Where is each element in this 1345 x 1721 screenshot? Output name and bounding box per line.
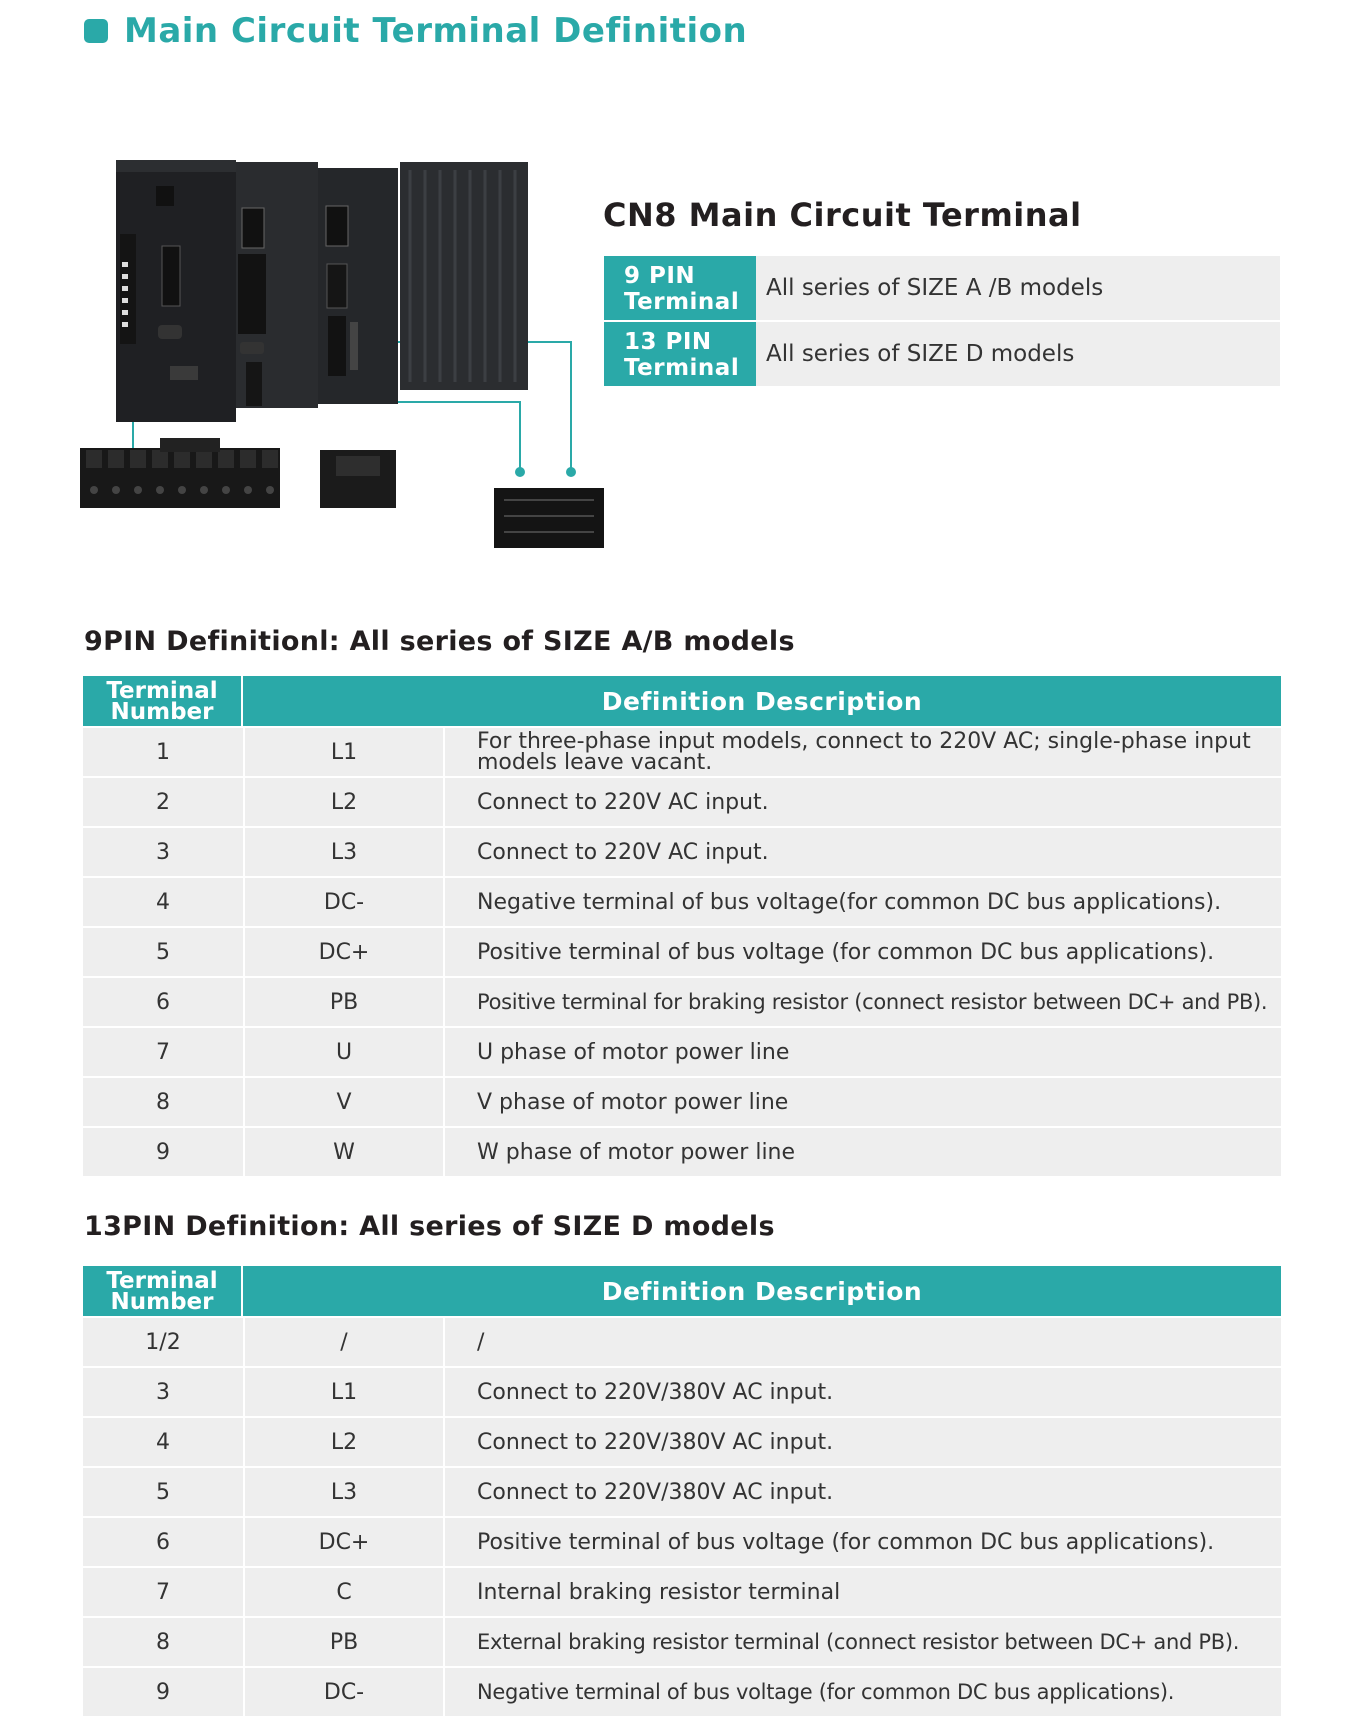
- terminal-number: 9: [83, 1668, 245, 1716]
- pin9-table: [83, 676, 1281, 1176]
- terminal-number: 3: [83, 1368, 245, 1416]
- terminal-symbol: L3: [245, 828, 445, 876]
- table-row: [83, 726, 1281, 776]
- terminal-symbol: DC+: [245, 928, 445, 976]
- pin13-heading: 13PIN Definition: All series of SIZE D models: [84, 1211, 775, 1242]
- terminal-symbol: L3: [245, 1468, 445, 1516]
- title-bullet-icon: [84, 19, 108, 43]
- terminal-description: U phase of motor power line: [477, 1039, 790, 1065]
- terminal-description: W phase of motor power line: [477, 1139, 796, 1165]
- cn8-key: [604, 256, 756, 320]
- cn8-key-line1: 9 PIN: [624, 263, 696, 289]
- terminal-symbol: U: [245, 1028, 445, 1076]
- terminal-description: Negative terminal of bus voltage (for common DC bus applications).: [477, 1679, 1175, 1704]
- terminal-symbol: PB: [245, 978, 445, 1026]
- terminal-symbol: L2: [245, 1418, 445, 1466]
- pin9-heading: 9PIN Definitionl: All series of SIZE A/B models: [84, 626, 795, 657]
- terminal-description: Connect to 220V/380V AC input.: [477, 1479, 834, 1505]
- header-num-line2: Number: [110, 1289, 214, 1315]
- table-row: [83, 1076, 1281, 1126]
- table-row: [83, 976, 1281, 1026]
- header-num-line2: Number: [110, 699, 214, 725]
- header-num-line1: Terminal: [106, 678, 218, 704]
- terminal-symbol: V: [245, 1078, 445, 1126]
- terminal-number: 5: [83, 928, 245, 976]
- terminal-symbol: W: [245, 1128, 445, 1176]
- terminal-description: Connect to 220V/380V AC input.: [477, 1379, 834, 1405]
- terminal-description: Positive terminal of bus voltage (for common DC bus applications).: [477, 1529, 1215, 1555]
- cn8-key-line2: Terminal: [624, 355, 740, 381]
- table-row: [83, 1366, 1281, 1416]
- terminal-symbol: DC+: [245, 1518, 445, 1566]
- table-row: [83, 1416, 1281, 1466]
- terminal-number: 6: [83, 1518, 245, 1566]
- table-row: [83, 1126, 1281, 1176]
- page-title-text: Main Circuit Terminal Definition: [124, 11, 748, 51]
- terminal-number: 7: [83, 1568, 245, 1616]
- cn8-table: [604, 256, 1280, 388]
- terminal-number: 9: [83, 1128, 245, 1176]
- table-row: [83, 1666, 1281, 1716]
- table-header: [83, 1266, 1281, 1316]
- terminal-symbol: L1: [245, 1368, 445, 1416]
- terminal-description: Connect to 220V/380V AC input.: [477, 1429, 834, 1455]
- terminal-description: Negative terminal of bus voltage(for common DC bus applications).: [477, 889, 1222, 915]
- cn8-key-line1: 13 PIN: [624, 329, 712, 355]
- table-row: [83, 876, 1281, 926]
- terminal-symbol: PB: [245, 1618, 445, 1666]
- terminal-symbol: DC-: [245, 878, 445, 926]
- cn8-row-9pin: [604, 256, 1280, 320]
- header-terminal-number: [83, 1266, 243, 1316]
- terminal-number: 1/2: [83, 1318, 245, 1366]
- terminal-symbol: /: [245, 1318, 445, 1366]
- terminal-symbol: L2: [245, 778, 445, 826]
- table-row: [83, 1466, 1281, 1516]
- terminal-number: 5: [83, 1468, 245, 1516]
- terminal-number: 8: [83, 1078, 245, 1126]
- header-num-line1: Terminal: [106, 1268, 218, 1294]
- terminal-symbol: DC-: [245, 1668, 445, 1716]
- table-row: [83, 776, 1281, 826]
- table-header: [83, 676, 1281, 726]
- terminal-number: 2: [83, 778, 245, 826]
- cn8-title: CN8 Main Circuit Terminal: [603, 196, 1082, 234]
- table-row: [83, 1316, 1281, 1366]
- table-row: [83, 1616, 1281, 1666]
- terminal-description: Internal braking resistor terminal: [477, 1579, 841, 1605]
- terminal-number: 8: [83, 1618, 245, 1666]
- terminal-number: 1: [83, 728, 245, 776]
- terminal-number: 7: [83, 1028, 245, 1076]
- table-row: [83, 826, 1281, 876]
- terminal-description: Positive terminal of bus voltage (for common DC bus applications).: [477, 939, 1215, 965]
- terminal-number: 6: [83, 978, 245, 1026]
- servo-drive-illustration: [80, 150, 620, 570]
- table-row: [83, 1026, 1281, 1076]
- terminal-symbol: L1: [245, 728, 445, 776]
- cn8-key: [604, 322, 756, 386]
- pin13-table: [83, 1266, 1281, 1716]
- terminal-description: Connect to 220V AC input.: [477, 839, 769, 865]
- terminal-number: 3: [83, 828, 245, 876]
- header-terminal-number: [83, 676, 243, 726]
- terminal-number: 4: [83, 878, 245, 926]
- header-definition: Definition Description: [601, 1276, 923, 1306]
- table-row: [83, 1566, 1281, 1616]
- terminal-description: Positive terminal for braking resistor (connect resistor between DC+ and PB).: [477, 989, 1268, 1014]
- cn8-key-line2: Terminal: [624, 289, 740, 315]
- table-row: [83, 1516, 1281, 1566]
- terminal-description: External braking resistor terminal (connect resistor between DC+ and PB).: [477, 1629, 1240, 1654]
- cn8-row-13pin: [604, 322, 1280, 386]
- cn8-value: All series of SIZE A /B models: [766, 275, 1104, 301]
- terminal-description: /: [477, 1329, 485, 1355]
- terminal-description: V phase of motor power line: [477, 1089, 789, 1115]
- terminal-number: 4: [83, 1418, 245, 1466]
- terminal-description: Connect to 220V AC input.: [477, 789, 769, 815]
- page-title: [84, 6, 747, 56]
- header-definition: Definition Description: [601, 686, 923, 716]
- cn8-value: All series of SIZE D models: [766, 341, 1075, 367]
- terminal-description: For three-phase input models, connect to 220V AC; single-phase input models leave vacant.: [477, 729, 1251, 775]
- terminal-symbol: C: [245, 1568, 445, 1616]
- table-row: [83, 926, 1281, 976]
